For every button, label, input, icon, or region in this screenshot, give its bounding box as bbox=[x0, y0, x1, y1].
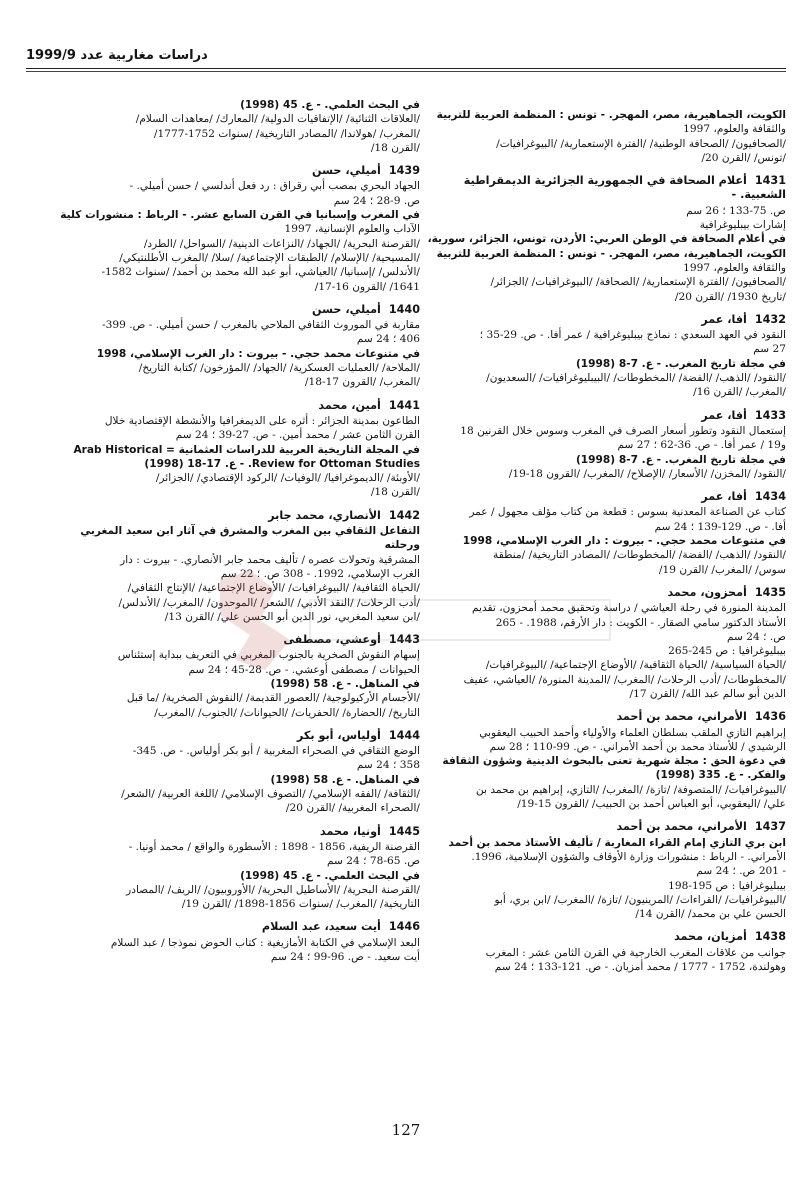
left-column bbox=[60, 98, 420, 973]
entry-heading bbox=[60, 509, 420, 523]
entry-line: إبراهيم التازي الملقب بسلطان العلماء والأولياء وأحمد الحبيب اليعقوبي bbox=[479, 726, 786, 739]
entry-line: المدينة المنورة في رحلة العياشي / دراسة وتحقيق محمد أمحزون، تقديم bbox=[471, 602, 786, 615]
entry-line: /القرصنة البحرية/ /الجهاد/ /النزاعات الدينية/ /السواحل/ /الطرد/ bbox=[143, 237, 420, 250]
entry-line: ص. 65-78 ؛ 24 سم bbox=[327, 855, 420, 868]
entry-number: 1443 bbox=[388, 633, 420, 647]
bibliography-entry bbox=[60, 399, 420, 500]
entry-heading bbox=[426, 820, 786, 834]
entry-line: /العلاقات الثنائية/ /الإتفاقيات الدولية/ /المعارك/ /معاهدات السلام/ bbox=[135, 113, 420, 126]
entry-number: 1444 bbox=[388, 728, 420, 742]
entry-heading bbox=[60, 164, 420, 178]
bibliography-entry bbox=[60, 825, 420, 912]
entry-line: الآداب والعلوم الإنسانية، 1997 bbox=[284, 223, 420, 236]
entry-line: ص. ؛ 24 سم bbox=[726, 630, 786, 643]
bibliography-entry bbox=[426, 586, 786, 701]
entry-line: الطاعون بمدينة الجزائر : أثره على الديمغرافيا والأنشطة الإقتصادية خلال bbox=[104, 414, 420, 427]
bibliography-entry bbox=[60, 729, 420, 816]
entry-line: في مجلة تاريخ المغرب. - ع. 7-8 (1998) bbox=[575, 357, 786, 370]
bibliography-entry bbox=[426, 820, 786, 921]
entry-line: الحيوانات / مصطفى أوعشي. - ص. 28-45 ؛ 24 سم bbox=[188, 663, 420, 676]
entry-line: /النقود/ /الذهب/ /الفضة/ /المخطوطات/ /البيبليوغرافيات/ /السعديون/ bbox=[486, 372, 786, 385]
entry-author: أميلي، حسن bbox=[311, 302, 381, 316]
entry-line: Review for Ottoman Studies. - ع. 17-18 (1998) bbox=[144, 457, 420, 470]
entry-line: /القرن 18/ bbox=[370, 141, 420, 154]
bibliography-entry bbox=[60, 633, 420, 720]
entry-heading bbox=[426, 710, 786, 724]
header-rule bbox=[26, 68, 786, 69]
entry-heading bbox=[426, 586, 786, 600]
entry-line: سوس/ /المغرب/ /القرن 19/ bbox=[658, 563, 786, 576]
entry-line: /الحياة الثقافية/ /البيوغرافيات/ /الأوضاع الإجتماعية/ /الإنتاج الثقافي/ bbox=[127, 582, 420, 595]
entry-line: ابن بري التازي إمام القراء المغاربة / تأليف الأستاذ محمد بن أحمد bbox=[448, 836, 786, 849]
entry-line: /المغرب/ /هولاندا/ /المصادر التاريخية/ /سنوات 1752-1777/ bbox=[153, 127, 420, 140]
entry-line: و19 / عمر أفا. - ص. 36-62 ؛ 27 سم bbox=[617, 439, 786, 452]
entry-number: 1441 bbox=[388, 398, 420, 412]
entry-line: 406 ؛ 24 سم bbox=[356, 333, 420, 346]
entry-line: المشرقية وتحولات عصره / تأليف محمد جابر الأنصاري. - بيروت : دار bbox=[120, 553, 420, 566]
entry-line: في أعلام الصحافة في الوطن العربي: الأردن، تونس، الجزائر، سورية، bbox=[427, 233, 786, 246]
entry-line: /القرن 18/ bbox=[370, 486, 420, 499]
bibliography-entry bbox=[426, 710, 786, 811]
header-rule-secondary bbox=[26, 71, 786, 72]
entry-line: القرصنة الريفية، 1856 - 1898 : الأسطورة والواقع / محمد أونيا. - bbox=[128, 840, 420, 853]
entry-line: مقاربة في الموروث الثقافي الملاحي بالمغرب / حسن أميلي. - ص. 399- bbox=[102, 319, 420, 332]
entry-heading bbox=[60, 399, 420, 413]
entry-line: /الصحافيون/ /الفترة الإستعمارية/ /الصحافة/ /البيوغرافيات/ /الجزائر/ bbox=[490, 276, 786, 289]
entry-number: 1431 bbox=[754, 174, 786, 188]
entry-author: الأنصاري، محمد جابر bbox=[268, 508, 381, 522]
entry-author: أوعشي، مصطفى bbox=[283, 633, 381, 647]
entry-line: في دعوة الحق : مجلة شهرية تعنى بالبحوث الدينية وشؤون الثقافة bbox=[442, 755, 786, 768]
entry-line: في المناهل. - ع. 58 (1998) bbox=[270, 677, 420, 690]
entry-line: - 201 ص. ؛ 24 سم bbox=[696, 865, 786, 878]
entry-line: /البيوغرافيات/ /المتصوفة/ /تازة/ /المغرب/ /التازي، إبراهيم بن محمد بن bbox=[475, 783, 786, 796]
entry-line: التفاعل الثقافي بين المغرب والمشرق في آثار ابن سعيد المغربي ورحلته bbox=[80, 525, 420, 552]
entry-line: /النقود/ /الذهب/ /الفضة/ /المخطوطات/ /المصادر التاريخية/ /منطقة bbox=[493, 549, 786, 562]
page-header bbox=[26, 48, 786, 68]
entry-heading bbox=[426, 174, 786, 203]
entry-line: القرن الثامن عشر / محمد أمين. - ص. 27-39 ؛ 24 سم bbox=[175, 429, 420, 442]
entry-line: /القرصنة البحرية/ /الأساطيل البحرية/ /الأوروبيون/ /الريف/ /المصادر bbox=[126, 883, 420, 896]
entry-line: 358 ؛ 24 سم bbox=[356, 759, 420, 772]
entry-line: الغرب الإسلامي، 1992. - 308 ص. ؛ 22 سم bbox=[220, 567, 420, 580]
entry-line: وهولندة، 1752 - 1777 / محمد أمزيان. - ص. 121-133 ؛ 24 سم bbox=[494, 961, 786, 974]
entry-line: إسهام النقوش الصخرية بالجنوب المغربي في التعريف ببداية إستئناس bbox=[117, 649, 420, 662]
entry-number: 1434 bbox=[754, 490, 786, 504]
entry-line: في المجلة التاريخية العربية للدراسات العثمانية = Arab Historical bbox=[73, 443, 420, 456]
bibliography-entry bbox=[426, 174, 786, 304]
entry-line: /البيوغرافيات/ /القراءات/ /المرينيون/ /تازة/ /المغرب/ /ابن بري، أبو bbox=[494, 893, 786, 906]
entry-author: أولياس، أبو بكر bbox=[296, 728, 381, 742]
entry-line: /المغرب/ /القرن 16/ bbox=[693, 386, 786, 399]
entry-line: بيبليوغرافيا : ص 195-198 bbox=[668, 879, 786, 892]
entry-line: الأمراني. - الرباط : منشورات وزارة الأوقاف والشؤون الإسلامية، 1996. bbox=[471, 850, 786, 863]
entry-line: 1641/ /القرون 16-17/ bbox=[314, 280, 420, 293]
entry-heading bbox=[60, 729, 420, 743]
entry-line: /أدب الرحلات/ /النقد الأدبي/ /الشعر/ /الموحدون/ /المغرب/ /الأندلس/ bbox=[118, 596, 420, 609]
entry-line: علي/ /اليعقوبي، أبو العباس أحمد بن الحبيب/ /القرون 15-19/ bbox=[517, 798, 786, 811]
right-column bbox=[426, 108, 786, 983]
entry-heading bbox=[60, 825, 420, 839]
entry-heading bbox=[426, 490, 786, 504]
bibliography-entry bbox=[426, 930, 786, 974]
entry-heading bbox=[426, 409, 786, 423]
entry-line: أيت سعيد. - ص. 96-99 ؛ 24 سم bbox=[270, 951, 420, 964]
entry-line: في المناهل. - ع. 58 (1998) bbox=[270, 773, 420, 786]
entry-line: /تاريخ 1930/ /القرن 20/ bbox=[674, 290, 786, 303]
entry-line: ص. 75-133 ؛ 26 سم bbox=[686, 204, 786, 217]
entry-line: والثقافة والعلوم، 1997 bbox=[683, 123, 786, 136]
entry-author: أونيا، محمد bbox=[320, 824, 381, 838]
entry-number: 1437 bbox=[754, 820, 786, 834]
bibliography-entry bbox=[60, 164, 420, 294]
entry-line: /تونس/ /القرن 20/ bbox=[701, 151, 786, 164]
entry-line: التاريخ/ /الحضارة/ /الحفريات/ /الحيوانات/ /الجنوب/ /المغرب/ bbox=[154, 706, 420, 719]
entry-line: ص. 9-28 ؛ 24 سم bbox=[333, 194, 420, 207]
entry-heading bbox=[426, 930, 786, 944]
entry-heading bbox=[60, 633, 420, 647]
entry-line: /النقود/ /المخزن/ /الأسعار/ /الإصلاح/ /المغرب/ /القرون 18-19/ bbox=[508, 467, 786, 480]
entry-author: أفا، عمر bbox=[701, 408, 747, 422]
bibliography-entry bbox=[60, 98, 420, 155]
entry-line: في المغرب وإسبانيا في القرن السابع عشر. - الرباط : منشورات كلية bbox=[60, 209, 420, 222]
entry-heading bbox=[426, 313, 786, 327]
entry-author: أيت سعيد، عبد السلام bbox=[261, 920, 381, 934]
entry-author: أفا، عمر bbox=[701, 312, 747, 326]
entry-line: في متنوعات محمد حجي. - بيروت : دار الغرب الإسلامي، 1998 bbox=[462, 535, 786, 548]
entry-number: 1433 bbox=[754, 408, 786, 422]
entry-line: إستعمال النقود وتطور أسعار الصرف في المغرب وسوس خلال القرنين 18 bbox=[460, 424, 786, 437]
entry-number: 1440 bbox=[388, 302, 420, 316]
entry-author: أميلي، حسن bbox=[311, 164, 381, 178]
entry-author: أمزيان، محمد bbox=[674, 930, 747, 944]
entry-author: أعلام الصحافة في الجمهورية الجزائرية الديمقراطية الشعبية. - bbox=[463, 174, 786, 202]
entry-line: /الملاحة/ /العمليات العسكرية/ /الجهاد/ /المؤرخون/ /كتابة التاريخ/ bbox=[138, 362, 420, 375]
entry-line: الكويت، الجماهيرية، مصر، المهجر. - تونس : المنظمة العربية للتربية bbox=[436, 247, 786, 260]
entry-line: /المغرب/ /القرون 17-18/ bbox=[304, 376, 420, 389]
entry-number: 1445 bbox=[388, 824, 420, 838]
entry-line: البعد الإسلامي في الكتابة الأمازيغية : كتاب الحوض نموذجا / عبد السلام bbox=[110, 936, 420, 949]
entry-author: أمحزون، محمد bbox=[667, 585, 747, 599]
journal-title: دراسات مغاربية عدد 1999/9 bbox=[26, 48, 208, 63]
entry-line: في البحث العلمي. - ع. 45 (1998) bbox=[240, 99, 420, 111]
entry-line: الجهاد البحري بمصب أبي رقراق : رد فعل أندلسي / حسن أميلي. - bbox=[129, 180, 420, 193]
entry-line: إشارات بيبليوغرافية bbox=[699, 219, 786, 232]
entry-author: أمين، محمد bbox=[318, 398, 381, 412]
entry-number: 1438 bbox=[754, 930, 786, 944]
entry-author: أفا، عمر bbox=[701, 490, 747, 504]
entry-number: 1435 bbox=[754, 585, 786, 599]
entry-line: في متنوعات محمد حجي. - بيروت : دار الغرب الإسلامي، 1998 bbox=[96, 347, 420, 360]
entry-heading bbox=[60, 303, 420, 317]
entry-line: جوانب من علاقات المغرب الخارجية في القرن الثامن عشر : المغرب bbox=[485, 946, 786, 959]
entry-line: التاريخية/ /المغرب/ /سنوات 1856-1898/ /القرن 19/ bbox=[181, 898, 420, 911]
entry-line: /الأجسام الأركيولوجية/ /العصور القديمة/ /النقوش الصخرية/ /ما قبل bbox=[126, 692, 420, 705]
entry-line: الحسن علي بن محمد/ /القرن 14/ bbox=[635, 908, 786, 921]
entry-line: والفكر. - ع. 335 (1998) bbox=[655, 769, 786, 782]
entry-line: الأستاذ الدكتور سامي الصقار. - الكويت : دار الأرقم، 1988. - 265 bbox=[495, 616, 786, 629]
bibliography-entry bbox=[60, 509, 420, 624]
bibliography-entry bbox=[426, 490, 786, 577]
entry-heading bbox=[60, 920, 420, 934]
entry-line: الكويت، الجماهيرية، مصر، المهجر. - تونس : المنظمة العربية للتربية bbox=[436, 109, 786, 121]
bibliography-entry bbox=[426, 313, 786, 400]
entry-line: الرشيدي / للأستاذ محمد بن أحمد الأمراني. - ص. 99-110 ؛ 28 سم bbox=[489, 740, 786, 753]
entry-line: النقود في العهد السعدي : نماذج بيبليوغرافية / عمر أفا. - ص. 29-35 ؛ bbox=[479, 329, 786, 342]
entry-line: في مجلة تاريخ المغرب. - ع. 7-8 (1998) bbox=[575, 453, 786, 466]
entry-line: 27 سم bbox=[753, 343, 786, 356]
entry-number: 1436 bbox=[754, 710, 786, 724]
entry-line: الدين أبو سالم عبد الله/ /القرن 17/ bbox=[629, 687, 786, 700]
entry-line: الوضع الثقافي في الصحراء المغربية / أبو بكر أولياس. - ص. 345- bbox=[132, 745, 420, 758]
entry-line: والثقافة والعلوم، 1997 bbox=[683, 261, 786, 274]
entry-line: /المسيحية/ /الإسلام/ /الطبقات الإجتماعية/ /سلا/ /المغرب الأطلنتيكي/ bbox=[119, 251, 420, 264]
entry-line: /الأوبئة/ /الديموغرافيا/ /الوفيات/ /الركود الإقتصادي/ /الجزائر/ bbox=[155, 472, 420, 485]
entry-line: /المخطوطات/ /أدب الرحلات/ /المغرب/ /المدينة المنورة/ /العياشي، عفيف bbox=[463, 673, 786, 686]
bibliography-entry bbox=[60, 920, 420, 964]
entry-number: 1432 bbox=[754, 312, 786, 326]
entry-line: في البحث العلمي. - ع. 45 (1998) bbox=[240, 869, 420, 882]
bibliography-entry bbox=[426, 108, 786, 165]
entry-line: بيبليوغرافيا : ص 245-265 bbox=[668, 645, 786, 658]
bibliography-entry bbox=[60, 303, 420, 390]
page-number: 127 bbox=[391, 1121, 421, 1139]
entry-line: /ابن سعيد المغربي، نور الدين أبو الحسن علي/ /القرن 13/ bbox=[164, 610, 420, 623]
entry-line: /الصحراء المغربية/ /القرن 20/ bbox=[285, 802, 420, 815]
entry-line: كتاب عن الصناعة المعدنية بسوس : قطعة من كتاب مؤلف مجهول / عمر bbox=[469, 506, 786, 519]
entry-line: /الحياة السياسية/ /الحياة الثقافية/ /الأوضاع الإجتماعية/ /البيوغرافيات/ bbox=[485, 659, 786, 672]
entry-number: 1442 bbox=[388, 508, 420, 522]
entry-author: الأمراني، محمد بن أحمد bbox=[616, 820, 747, 834]
entry-author: الأمراني، محمد بن أحمد bbox=[616, 710, 747, 724]
entry-number: 1446 bbox=[388, 920, 420, 934]
entry-line: أفا. - ص. 129-139 ؛ 24 سم bbox=[654, 520, 786, 533]
entry-line: /الصحافيون/ /الصحافة الوطنية/ /الفترة الإستعمارية/ /البيوغرافيات/ bbox=[496, 137, 786, 150]
entry-line: /الثقافة/ /الفقه الإسلامي/ /التصوف الإسلامي/ /اللغة العربية/ /الشعر/ bbox=[121, 788, 420, 801]
entry-line: /الأندلس/ /إسبانيا/ /العياشي، أبو عبد الله محمد بن أحمد/ /سنوات 1582- bbox=[101, 266, 420, 279]
bibliography-entry bbox=[426, 409, 786, 481]
entry-number: 1439 bbox=[388, 164, 420, 178]
